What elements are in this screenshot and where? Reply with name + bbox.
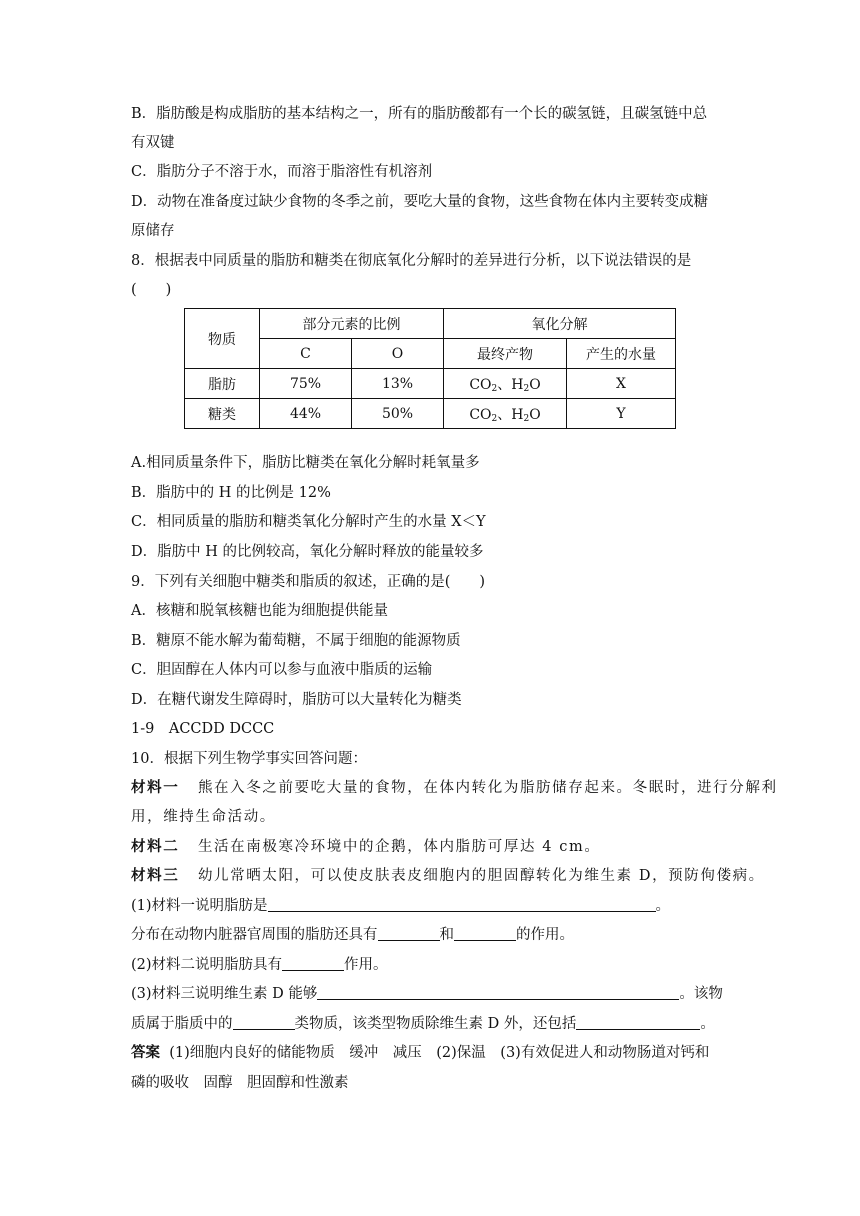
q8-option-d: D．脂肪中 H 的比例较高，氧化分解时释放的能量较多 (131, 544, 484, 560)
q10-sub-3-cont: 质属于脂质中的 类物质，该类型物质除维生素 D 外，还包括 。 (131, 1016, 715, 1032)
table-cell-o: 50% (352, 399, 444, 429)
table-header-c: C (260, 339, 352, 369)
table-cell-product: $CO_2$、$H_2O$ (444, 399, 567, 429)
table-header-oxidation: 氧化分解 (444, 309, 676, 339)
q10-material-1-line1 (131, 778, 778, 798)
q10-answer-line2: 磷的吸收 固醇 胆固醇和性激素 (131, 1075, 349, 1091)
answer-blank[interactable] (378, 925, 440, 941)
answer-blank[interactable] (268, 896, 656, 912)
table-header-o: O (352, 339, 444, 369)
table-cell-water: X (567, 369, 676, 399)
q9-option-d: D．在糖代谢发生障碍时，脂肪可以大量转化为糖类 (131, 692, 462, 708)
q7-option-b-line1: B．脂肪酸是构成脂肪的基本结构之一，所有的脂肪酸都有一个长的碳氢链，且碳氢链中总 (131, 106, 708, 122)
table-cell-c: 75% (260, 369, 352, 399)
material-2-text: 生活在南极寒冷环境中的企鹅，体内脂肪可厚达 4 cm。 (197, 839, 601, 855)
q9-option-b: B．糖原不能水解为葡萄糖，不属于细胞的能源物质 (131, 633, 461, 649)
table-cell-o: 13% (352, 369, 444, 399)
q8-stem-line2: ( ) (131, 282, 172, 298)
q8-option-b: B．脂肪中的 H 的比例是 12% (131, 485, 331, 501)
table-cell-product: $CO_2$、$H_2O$ (444, 369, 567, 399)
answer-blank[interactable] (576, 1014, 700, 1030)
q9-option-a: A．核糖和脱氧核糖也能为细胞提供能量 (131, 603, 388, 619)
q10-material-2 (131, 837, 600, 857)
q10-sub-1: (1)材料一说明脂肪是 。 (131, 898, 671, 914)
answer-blank[interactable] (454, 925, 516, 941)
q10-material-3 (131, 866, 765, 886)
table-cell-name: 脂肪 (185, 369, 260, 399)
answer-blank[interactable] (233, 1014, 295, 1030)
material-1-label: 材料一 (131, 779, 180, 796)
q8-option-c: C．相同质量的脂肪和糖类氧化分解时产生的水量 X＜Y (131, 514, 486, 530)
table-header-ratio: 部分元素的比例 (260, 309, 444, 339)
answer-label: 答案 (131, 1044, 160, 1061)
q10-sub-1-cont: 分布在动物内脏器官周围的脂肪还具有 和 的作用。 (131, 927, 574, 943)
answer-blank[interactable] (282, 955, 344, 971)
table-cell-c: 44% (260, 399, 352, 429)
q8-stem-line1: 8．根据表中同质量的脂肪和糖类在彻底氧化分解时的差异进行分析，以下说法错误的是 (131, 253, 692, 269)
q7-option-b-line2: 有双键 (131, 135, 175, 151)
table-header-substance: 物质 (185, 309, 260, 369)
q10-sub-3: (3)材料三说明维生素 D 能够 。该物 (131, 986, 723, 1002)
q9-stem: 9．下列有关细胞中糖类和脂质的叙述，正确的是( ) (131, 574, 486, 590)
q7-option-d-line1: D．动物在准备度过缺少食物的冬季之前，要吃大量的食物，这些食物在体内主要转变成糖 (131, 194, 709, 210)
table-header-product: 最终产物 (444, 339, 567, 369)
q9-option-c: C．胆固醇在人体内可以参与血液中脂质的运输 (131, 662, 433, 678)
material-1-text: 熊在入冬之前要吃大量的食物，在体内转化为脂肪储存起来。冬眠时，进行分解利 (197, 780, 778, 796)
q10-material-1-line2: 用，维持生命活动。 (131, 809, 276, 825)
q8-option-a: A.相同质量条件下，脂肪比糖类在氧化分解时耗氧量多 (131, 455, 480, 471)
table-header-water: 产生的水量 (567, 339, 676, 369)
table-row (185, 369, 676, 399)
material-3-text: 幼儿常晒太阳，可以使皮肤表皮细胞内的胆固醇转化为维生素 D，预防佝偻病。 (197, 868, 765, 884)
q10-sub-2: (2)材料二说明脂肪具有 作用。 (131, 957, 388, 973)
material-3-label: 材料三 (131, 867, 180, 884)
answer-blank[interactable] (317, 984, 679, 1000)
table-cell-water: Y (567, 399, 676, 429)
q8-table (184, 308, 676, 429)
answers-1-9: 1-9 ACCDD DCCC (131, 721, 275, 737)
q10-stem: 10．根据下列生物学事实回答问题： (131, 751, 367, 767)
table-row (185, 399, 676, 429)
table-cell-name: 糖类 (185, 399, 260, 429)
material-2-label: 材料二 (131, 838, 180, 855)
q7-option-d-line2: 原储存 (131, 223, 175, 239)
q7-option-c: C．脂肪分子不溶于水，而溶于脂溶性有机溶剂 (131, 164, 433, 180)
q10-answer-line1: 答案 (1)细胞内良好的储能物质 缓冲 减压 (2)保温 (3)有效促进人和动物肠道对钙和 (131, 1044, 710, 1061)
